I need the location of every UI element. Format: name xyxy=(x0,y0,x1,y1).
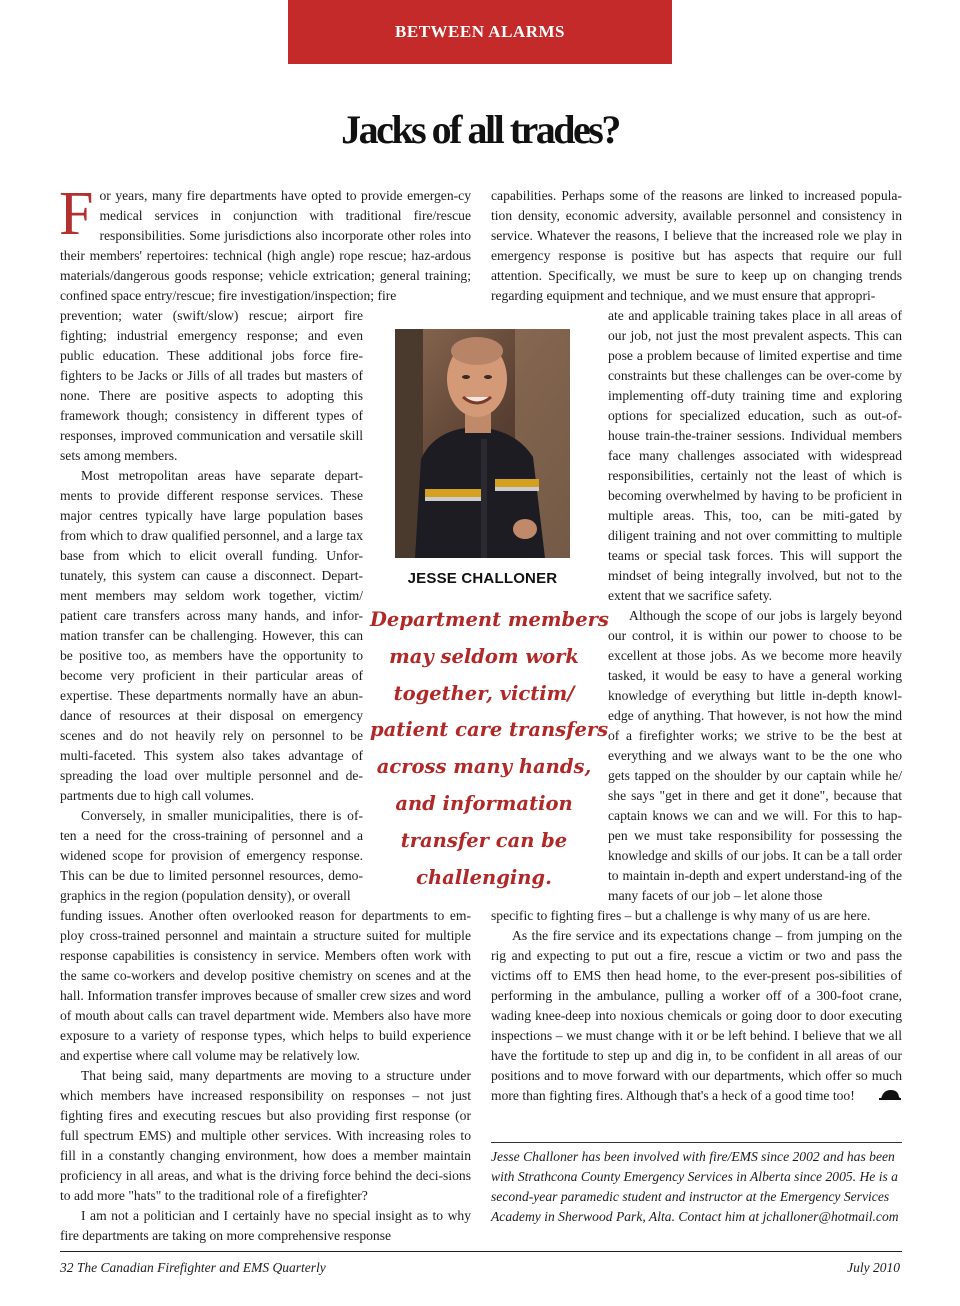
author-bio-text: Jesse Challoner has been involved with fire/EMS since 2002 and has been with Strathcona County Emergency Services in Alberta since 2005. He is a second-year paramedic student and instructor at the Emergency Services Academy in Sherwood Park, Alta. Contact him at jchalloner@hotmail.com xyxy=(491,1149,899,1224)
paragraph-7a: Although the scope of our jobs is largely beyond our control, it is within our power to choose to be excellent at those jobs. As we become more heavily tasked, it would be easy to have a general working knowledge of everything but little in-depth knowl-edge of anything. That however, is not how the mind of a firefighter works; we strive to be the best at everything and we always want to be the one who gets tapped on the shoulder by our captain while he/ she says "get in there and get it done", because that captain knows we can and we will. For this to hap-pen we must take responsibility for possessing the knowledge and skills of our jobs. It can be a tall order to maintain in-depth and expert understand-ing of the many facets of our job – let alone those xyxy=(608,608,902,903)
pull-quote-line: together, victim/ xyxy=(393,681,575,705)
article-title: Jacks of all trades? xyxy=(341,107,619,152)
paragraph-6a: capabilities. Perhaps some of the reasons are linked to increased popula-tion density, economic adversity, available personnel and consistency in service. Whatever the reasons, I believe that the increased role we play in emergency response is positive but has aspects that require our full attention. Specifically, we must be sure to keep up on changing trends regarding equipment and technique, and we must ensure that appropri- xyxy=(491,188,902,303)
photo-caption: JESSE CHALLONER xyxy=(407,570,558,587)
paragraph-5: I am not a politician and I certainly have no special insight as to why fire departments are taking on more comprehensive response xyxy=(60,1208,471,1243)
right-column-bottom xyxy=(491,906,902,1106)
paragraph-3b: funding issues. Another often overlooked reason for departments to em-ploy cross-trained personnel and maintain a structure suited for multiple response capabilities is consistency in service. Members often work with the same co-workers and develop positive chemistry on scenes and at the hall. Information transfer improves because of smaller crew sizes and word of mouth about calls can travel department wide. Members also have more exposure to a variety of response types, which helps to build experience and expertise where call volume may be relatively low. xyxy=(60,908,471,1063)
firefighter-portrait-image xyxy=(395,329,570,558)
author-photo xyxy=(395,329,570,558)
paragraph-2: Most metropolitan areas have separate depart-ments to provide different response services. These major centres typically have large population bases from which to draw qualified personnel, and a large tax base from which to elicit overall funding. Unfor-tunately, this system can cause a disconnect. Depart-ment members may seldom work together, victim/ patient care transfers across many hands, and infor-mation transfer can be challenging. However, this can be positive too, as members have the opportunity to become very proficient in their particular areas of expertise. These departments normally have an abun-dance of resources at their disposal on emergency scenes and do not heavily rely on personnel to be multi-faceted. This system also takes advantage of spreading the load over multiple personnel and de-partments due to high call volumes. xyxy=(60,468,363,803)
helmet-icon xyxy=(858,1087,880,1099)
pull-quote-line: patient care transfers xyxy=(370,718,609,742)
footer-date: July 2010 xyxy=(847,1260,900,1275)
pull-quote xyxy=(370,602,609,896)
pull-quote-line: Department members xyxy=(370,608,609,631)
left-column-bottom xyxy=(60,906,471,1246)
section-banner xyxy=(288,0,672,64)
left-column-narrow xyxy=(60,306,363,906)
pull-quote-line: challenging. xyxy=(416,865,552,889)
footer-publication: 32 The Canadian Firefighter and EMS Quarterly xyxy=(60,1260,326,1275)
footer-divider xyxy=(60,1251,902,1252)
section-label: BETWEEN ALARMS xyxy=(395,22,565,41)
pull-quote-line: across many hands, xyxy=(376,755,592,779)
bio-divider xyxy=(491,1142,902,1143)
pull-quote-line: may seldom work xyxy=(389,644,579,668)
paragraph-1a: or years, many fire departments have opted to provide emergen-cy medical services in conjunction with traditional fire/rescue responsibilities. Some jurisdictions also incorporate other roles into their members' repertoires: technical (high angle) rope rescue; haz-ardous materials/dangerous goods response; vehicle extrication; general training; confined space entry/rescue; fire investigation/inspection; fire xyxy=(60,188,471,303)
left-column-top xyxy=(59,180,471,306)
paragraph-1b: prevention; water (swift/slow) rescue; airport fire fighting; industrial emergency response; and even public education. These additional jobs force fire-fighters to be Jacks or Jills of all trades but masters of none. There are positive aspects to adopting this framework though; consistency in different types of responses, improved communication and versatile skill sets among members. xyxy=(60,308,363,463)
author-bio xyxy=(491,1147,902,1227)
drop-cap: F xyxy=(59,180,94,248)
pull-quote-line: transfer can be xyxy=(400,828,568,852)
paragraph-8: As the fire service and its expectations change – from jumping on the rig and expecting to put out a fire, rescue a victim or two and pass the victims off to EMS then head home, to the ever-present pos-sibilities of performing in the ambulance, pulling a worker off of a 300-foot crane, wading knee-deep into noxious chemicals or going door to door executing inspections – we must change with it or be left behind. I believe that we all have the fortitude to step up and dig in, to be confident in all areas of our positions and to move forward with our departments, which offer so much more than fighting fires. Although that's a heck of a good time too! xyxy=(491,928,902,1103)
paragraph-6b: ate and applicable training takes place in all areas of our job, not just the most prevalent aspects. This can pose a problem because of limited expertise and time constraints but these challenges can be over-come by implementing off-duty training time and exploring options for specialized education, such as out-of-house train-the-trainer sessions. Individual members face many challenges associated with widespread responsibilities, certainly not the least of which is becoming overwhelmed by having to be proficient in multiple areas. This, too, can be miti-gated by diligent training and not over committing to multiple teams or special task forces. This will support the mindset of being integrally involved, but not to the extent that we sacrifice safety. xyxy=(608,308,902,603)
right-column-top xyxy=(491,186,902,306)
paragraph-3a: Conversely, in smaller municipalities, there is of-ten a need for the cross-training of personnel and a widened scope for provision of emergency response. This can be due to limited personnel resources, demo-graphics in the region (population density), or overall xyxy=(60,808,363,903)
right-column-narrow xyxy=(608,306,902,906)
pull-quote-line: and information xyxy=(395,791,573,815)
paragraph-4: That being said, many departments are moving to a structure under which members have increased responsibility on responses – not just fighting fires and executing rescues but also providing first response (or full spectrum EMS) and multiple other services. With increasing roles to fill in a constantly changing environment, how does a member maintain proficiency in all areas, and what is the driving force behind the deci-sions to add more "hats" to the traditional role of a firefighter? xyxy=(60,1068,471,1203)
paragraph-7b: specific to fighting fires – but a challenge is why many of us are here. xyxy=(491,908,871,923)
